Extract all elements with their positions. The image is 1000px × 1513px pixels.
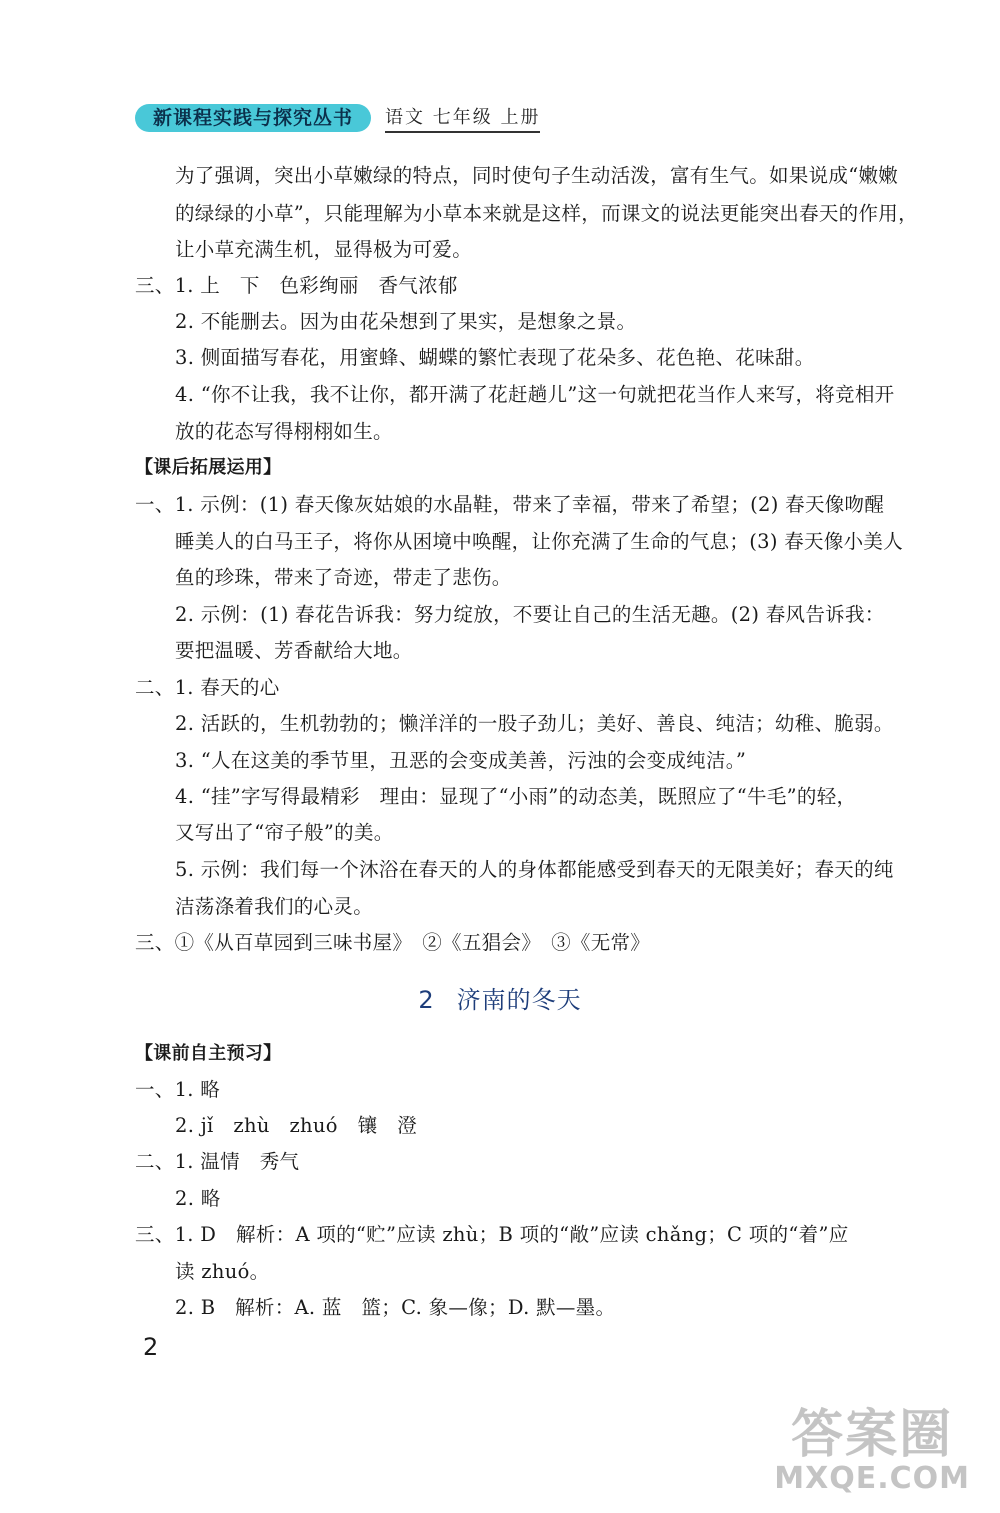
text-line: 4. “你不让我，我不让你，都开满了花赶趟儿”这一句就把花当作人来写，将竞相开 [175,383,895,406]
text-line: 让小草充满生机，显得极为可爱。 [175,238,473,261]
section-title: 【课后拓展运用】 [135,457,282,478]
answer-section-heading: 三、1. 上 下 色彩绚丽 香气浓郁 [135,274,458,297]
text-line: 洁荡涤着我们的心灵。 [175,895,374,918]
text-line: 放的花态写得栩栩如生。 [175,420,393,443]
section-title: 【课前自主预习】 [135,1043,282,1064]
text-line: 又写出了“帘子般”的美。 [175,821,394,844]
text-line: 2. jǐ zhù zhuó 镶 澄 [175,1114,418,1137]
text-line: 2. 示例：(1) 春花告诉我：努力绽放，不要让自己的生活无趣。(2) 春风告诉我： [175,603,885,626]
text-line: 2. 活跃的，生机勃勃的；懒洋洋的一股子劲儿；美好、善良、纯洁；幼稚、脆弱。 [175,712,894,735]
series-badge: 新课程实践与探究丛书 [135,104,371,132]
text-line: 2. 不能删去。因为由花朵想到了果实，是想象之景。 [175,310,637,333]
text-line: 3. 侧面描写春花，用蜜蜂、蝴蝶的繁忙表现了花朵多、花色艳、花味甜。 [175,346,815,369]
answer-section-heading: 二、1. 温情 秀气 [135,1150,300,1173]
answer-section-heading: 三、1. D 解析：A 项的“贮”应读 zhù；B 项的“敞”应读 chǎng；C 项的“着”应 [135,1223,849,1246]
answer-section-heading: 一、1. 略 [135,1078,221,1101]
text-line: 2. B 解析：A. 蓝 篮；C. 象—像；D. 默—墨。 [175,1296,616,1319]
text-line: 2. 略 [175,1187,221,1210]
chapter-title: 济南的冬天 [456,986,582,1014]
answer-section-heading: 一、1. 示例：(1) 春天像灰姑娘的水晶鞋，带来了幸福，带来了希望；(2) 春天像吻醒 [135,493,885,516]
book-info: 语文 七年级 上册 [385,103,540,133]
text-line: 为了强调，突出小草嫩绿的特点，同时使句子生动活泼，富有生气。如果说成“嫩嫩 [175,164,899,187]
page-header [135,104,540,132]
chapter-number: 2 [418,986,435,1014]
watermark-site: MXQE.COM [774,1461,970,1496]
answer-section-heading: 三、①《从百草园到三味书屋》 ②《五猖会》 ③《无常》 [135,931,651,954]
text-line: 4. “挂”字写得最精彩 理由：显现了“小雨”的动态美，既照应了“牛毛”的轻， [175,785,857,808]
text-line: 3. “人在这美的季节里，丑恶的会变成美善，污浊的会变成纯洁。” [175,749,747,772]
text-line: 的绿绿的小草”，只能理解为小草本来就是这样，而课文的说法更能突出春天的作用， [175,202,918,225]
page-number: 2 [143,1333,159,1361]
text-line: 鱼的珍珠，带来了奇迹，带走了悲伤。 [175,566,512,589]
text-line: 5. 示例：我们每一个沐浴在春天的人的身体都能感受到春天的无限美好；春天的纯 [175,858,894,881]
watermark [774,1407,970,1495]
watermark-logo-text: 答案圈 [791,1405,954,1465]
text-line: 要把温暖、芳香献给大地。 [175,639,413,662]
text-line: 睡美人的白马王子，将你从困境中唤醒，让你充满了生命的气息；(3) 春天像小美人 [175,530,904,553]
answer-section-heading: 二、1. 春天的心 [135,676,280,699]
text-line: 读 zhuó。 [175,1260,270,1283]
chapter-heading [0,980,1000,1015]
